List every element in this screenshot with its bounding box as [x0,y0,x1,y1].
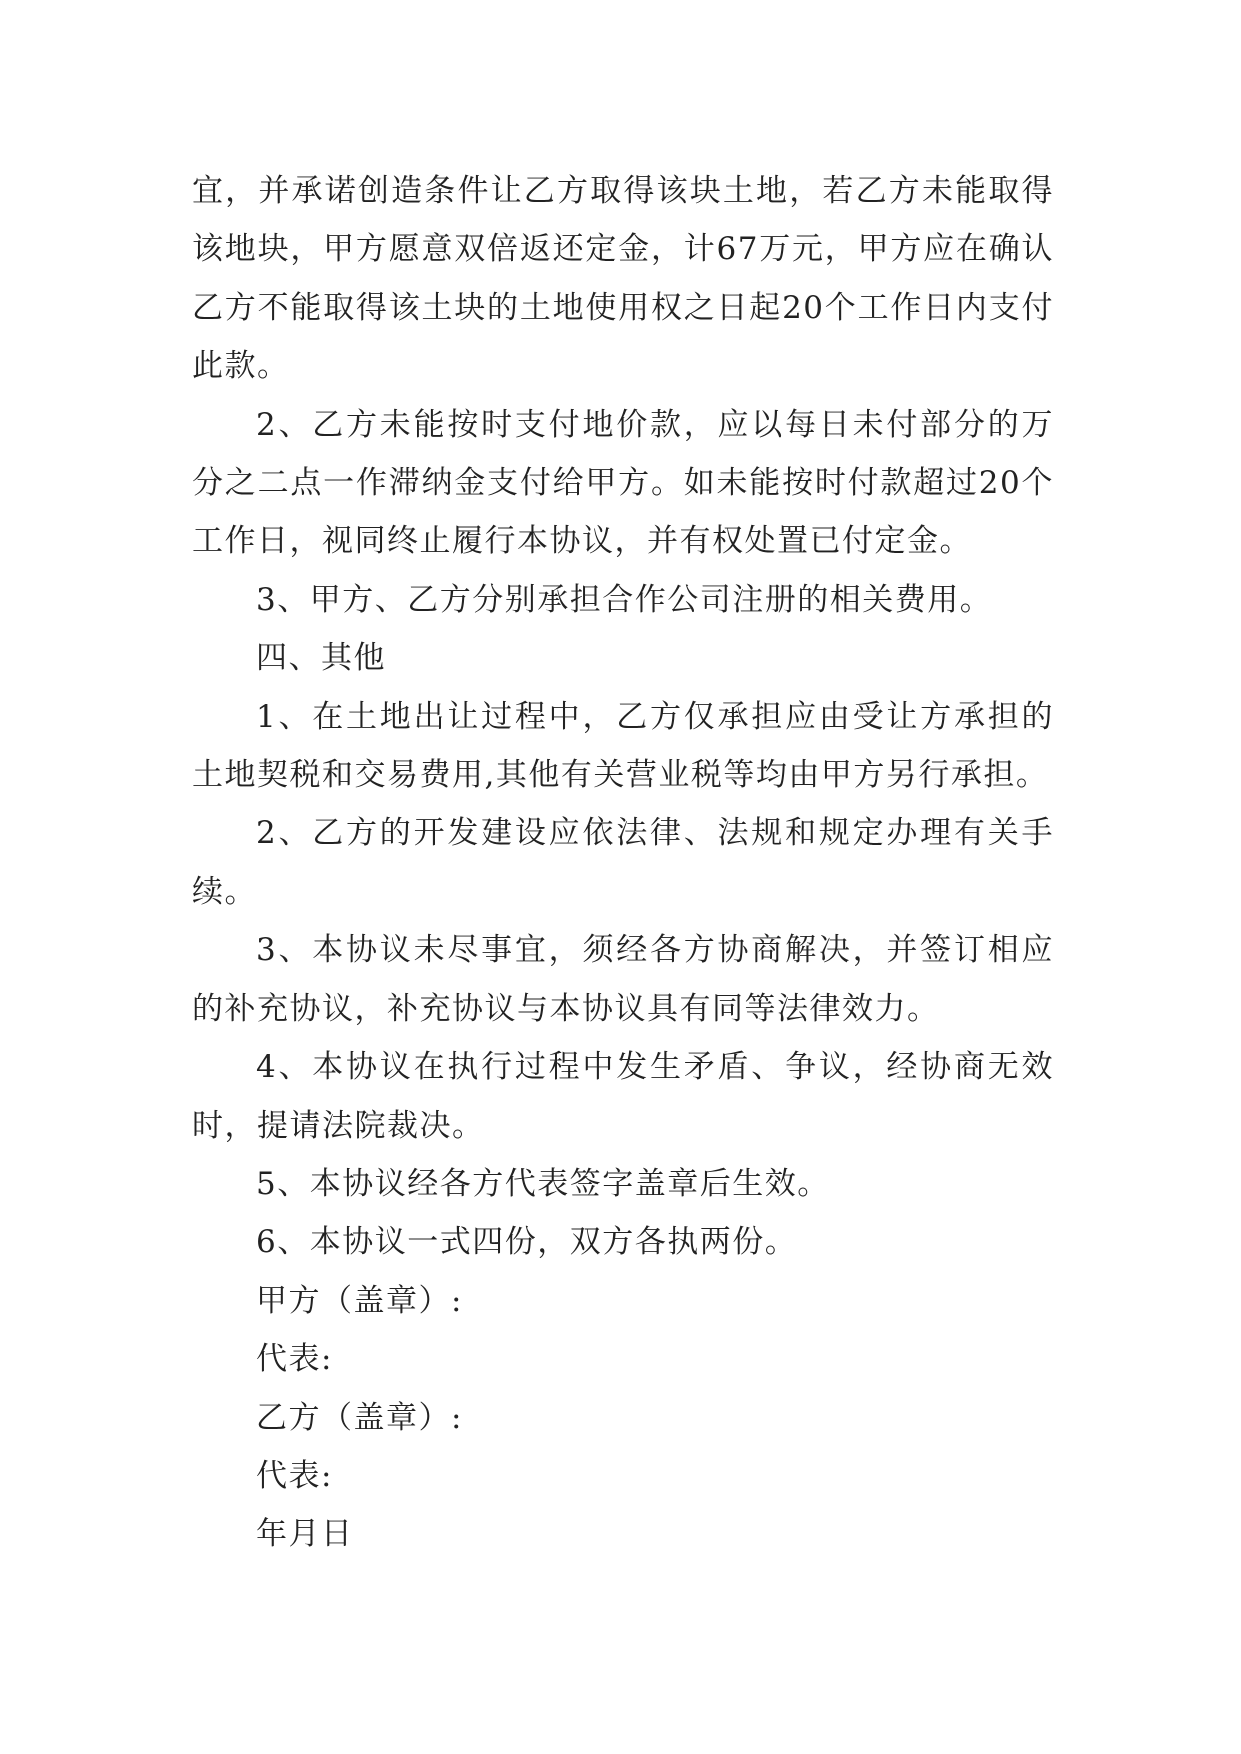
other-clause-4: 4、本协议在执行过程中发生矛盾、争议，经协商无效时，提请法院裁决。 [192,1049,1054,1144]
party-a-representative-line: 代表: [256,1341,333,1378]
party-b-representative-line: 代表: [256,1457,333,1494]
other-clause-1: 1、在土地出让过程中，乙方仅承担应由受让方承担的土地契税和交易费用,其他有关营业税等均由甲方另行承担。 [192,698,1054,794]
clause-3-paragraph: 3、甲方、乙方分别承担合作公司注册的相关费用。 [256,581,993,618]
other-clause-2: 2、乙方的开发建设应依法律、法规和规定办理有关手续。 [192,815,1054,910]
other-clause-6: 6、本协议一式四份，双方各执两份。 [256,1224,798,1261]
section-4-heading: 四、其他 [256,640,386,677]
other-clause-3: 3、本协议未尽事宜，须经各方协商解决，并签订相应的补充协议，补充协议与本协议具有同等法律效力。 [192,932,1054,1027]
party-b-seal-line: 乙方（盖章）: [256,1399,463,1436]
party-a-seal-line: 甲方（盖章）: [256,1282,463,1319]
document-body [192,162,1054,1564]
date-line: 年月日 [256,1516,354,1553]
clause-2-paragraph: 2、乙方未能按时支付地价款，应以每日未付部分的万分之二点一作滞纳金支付给甲方。如未能按时付款超过20个工作日，视同终止履行本协议，并有权处置已付定金。 [192,406,1054,560]
continuation-paragraph: 宜，并承诺创造条件让乙方取得该块土地，若乙方未能取得该地块，甲方愿意双倍返还定金，计67万元，甲方应在确认乙方不能取得该土块的土地使用权之日起20个工作日内支付此款。 [192,173,1054,385]
other-clause-5: 5、本协议经各方代表签字盖章后生效。 [256,1165,830,1202]
